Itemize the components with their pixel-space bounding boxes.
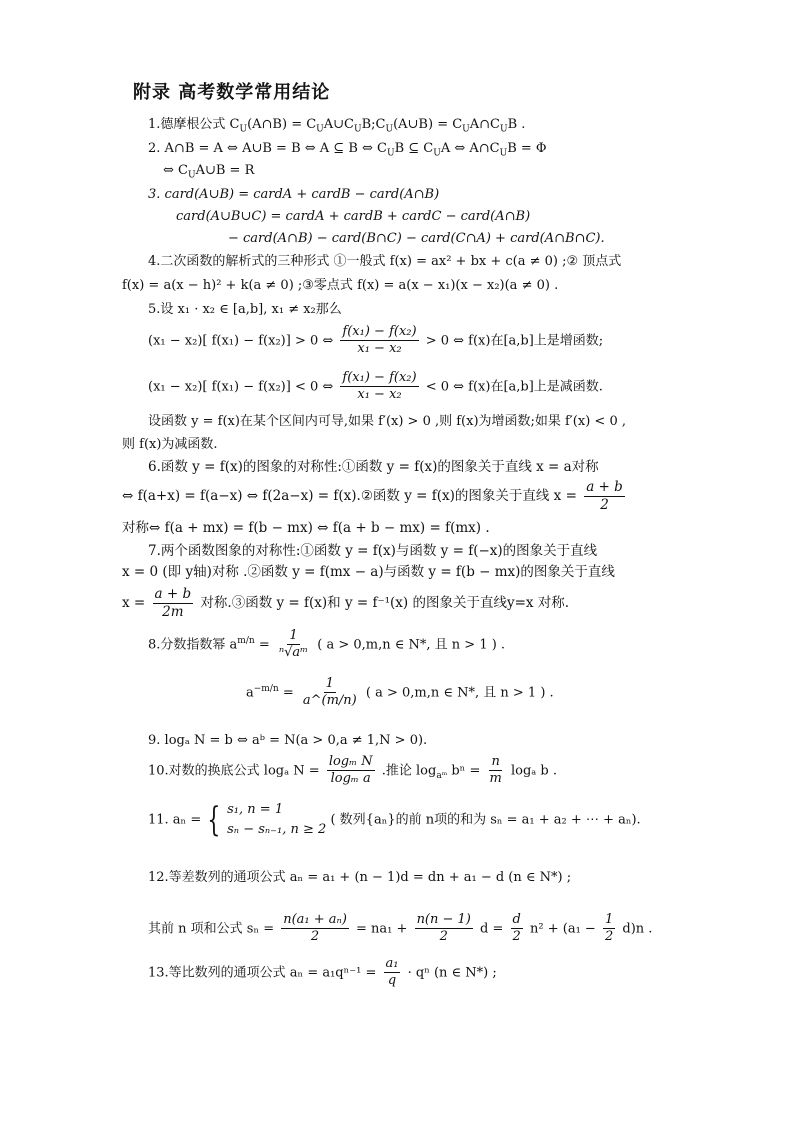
fraction: $\frac{1}{\text{ⁿ√aᵐ}}$ [278, 628, 309, 661]
item-10-change-of-base: 10.对数的换底公式 logₐ N = $\frac{\text{logₘ N}}{\text{logₘ a}}$ .推论 $\log_{aᵐ} b^n$ = $\frac{n}{m}$ logₐ b . [148, 754, 557, 787]
fraction: $\frac{n(n - 1)}{2}$ [416, 912, 471, 945]
item-5-derivative-2: 则 f(x)为减函数. [122, 437, 218, 452]
item-4-quadratic-forms: 4.二次函数的解析式的三种形式 ①一般式 f(x) = ax² + bx + c(a ≠ 0) ;② 顶点式 [148, 254, 622, 269]
item-5-increasing: (x₁ − x₂)[ f(x₁) − f(x₂)] > 0 ⇔ $\frac{\text{f(x₁) − f(x₂)}}{\text{x₁ − x₂}}$ > 0 ⇔ f(x)在[a,b]上是增函数; [148, 324, 604, 357]
item-3-card-line-3: − card(A∩B) − card(B∩C) − card(C∩A) + card(A∩B∩C). [228, 231, 605, 246]
item-2-set-equivalence: 2. A∩B = A ⇔ A∪B = B ⇔ A ⊆ B ⇔ $C_UB$ ⊆ $C_UA$ ⇔ $A\cap C_UB = \Phi$ [148, 141, 547, 159]
fraction: $\frac{\text{f(x₁) − f(x₂)}}{\text{x₁ − x₂}}$ [342, 324, 417, 357]
fraction: $\frac{a + b}{2m}$ [154, 586, 192, 620]
fraction: $\frac{1}{a\^{}(m/n)}$ [302, 676, 357, 709]
piecewise-cases: s₁, n = 1 sₙ − sₙ₋₁, n ≥ 2 [227, 802, 327, 838]
item-6-line-2: ⇔ f(a+x) = f(a−x) ⇔ f(2a−x) = f(x).②函数 y = f(x)的图象关于直线 x = $\frac{a + b}{2}$ [122, 479, 623, 513]
item-7-two-functions: 7.两个函数图象的对称性:①函数 y = f(x)与函数 y = f(−x)的图象关于直线 [148, 543, 598, 559]
fraction: $\frac{1}{2}$ [604, 912, 614, 945]
fraction: $\frac{\text{n(a₁ + aₙ)}}{2}$ [283, 912, 347, 945]
item-3-card-line-2: card(A∪B∪C) = cardA + cardB + cardC − card(A∩B) [176, 209, 531, 224]
page-title: 附录 高考数学常用结论 [133, 82, 331, 103]
item-3-card-line-1: 3. card(A∪B) = cardA + cardB − card(A∩B) [148, 187, 440, 202]
fraction: $\frac{d}{2}$ [512, 912, 521, 945]
item-5-derivative: 设函数 y = f(x)在某个区间内可导,如果 f′(x) > 0 ,则 f(x)为增函数;如果 f′(x) < 0 , [148, 414, 626, 429]
fraction: $\frac{\text{logₘ N}}{\text{logₘ a}}$ [328, 754, 373, 787]
fraction: $\frac{\text{f(x₁) − f(x₂)}}{\text{x₁ − x₂}}$ [342, 370, 417, 403]
item-13-geometric-term: 13.等比数列的通项公式 aₙ = a₁qⁿ⁻¹ = $\frac{\text{a₁}}{q}$ · qⁿ (n ∈ N*) ; [148, 956, 497, 989]
item-5-decreasing: (x₁ − x₂)[ f(x₁) − f(x₂)] < 0 ⇔ $\frac{\text{f(x₁) − f(x₂)}}{\text{x₁ − x₂}}$ < 0 ⇔ f(x)在[a,b]上是减函数. [148, 370, 603, 403]
item-1-de-morgan: 1.德摩根公式 $C_U(A\cap B)$ = $C_UA\cup C_UB;C_U(A\cup B)$ = $C_UA\cap C_UB$ . [148, 117, 526, 135]
item-11-sequence-term: 11. aₙ = { s₁, n = 1 sₙ − sₙ₋₁, n ≥ 2 ( 数列{aₙ}的前 n项的和为 sₙ = a₁ + a₂ + ⋯ + aₙ). [148, 800, 641, 841]
item-4-line-2: f(x) = a(x − h)² + k(a ≠ 0) ;③零点式 f(x) = a(x − x₁)(x − x₂)(a ≠ 0) . [122, 278, 559, 293]
item-8-fraction-exponent: 8.分数指数幂 $a^{m/n}$ = $\frac{1}{\text{ⁿ√aᵐ}}$ ( a > 0,m,n ∈ N*, 且 n > 1 ) . [148, 628, 506, 661]
item-7-line-3: x = $\frac{a + b}{2m}$ 对称.③函数 y = f(x)和 y = f⁻¹(x) 的图象关于直线y=x 对称. [122, 586, 570, 620]
item-5-monotonic: 5.设 x₁ · x₂ ∈ [a,b], x₁ ≠ x₂那么 [148, 302, 342, 317]
fraction: $\frac{n}{m}$ [489, 754, 502, 787]
left-brace-icon: { [207, 800, 221, 841]
fraction: $\frac{\text{a₁}}{q}$ [385, 956, 399, 989]
item-7-line-2: x = 0 (即 y轴)对称 .②函数 y = f(mx − a)与函数 y = f(b − mx)的图象关于直线 [122, 564, 615, 580]
item-12-arithmetic-sum: 其前 n 项和公式 sₙ = $\frac{\text{n(a₁ + aₙ)}}{2}$ = na₁ + $\frac{n(n - 1)}{2}$ d = $\frac{d}{2}$ n² + (a₁ − $\frac{1}{2}$ d)n . [148, 912, 653, 945]
item-12-arithmetic-term: 12.等差数列的通项公式 aₙ = a₁ + (n − 1)d = dn + a₁ − d (n ∈ N*) ; [148, 870, 572, 885]
item-2-line-2: ⇔ $C_UA\cup B = R$ [163, 163, 255, 181]
item-6-line-3: 对称⇔ f(a + mx) = f(b − mx) ⇔ f(a + b − mx) = f(mx) . [122, 520, 490, 536]
item-8-negative-exponent: $a^{-m/n}$ = $\frac{1}{a\^{}(m/n)}$ ( a > 0,m,n ∈ N*, 且 n > 1 ) . [246, 676, 554, 709]
item-6-symmetry: 6.函数 y = f(x)的图象的对称性:①函数 y = f(x)的图象关于直线 x = a对称 [148, 459, 599, 475]
fraction: $\frac{a + b}{2}$ [586, 479, 623, 513]
item-9-log-definition: 9. logₐ N = b ⇔ aᵇ = N(a > 0,a ≠ 1,N > 0). [148, 733, 428, 748]
